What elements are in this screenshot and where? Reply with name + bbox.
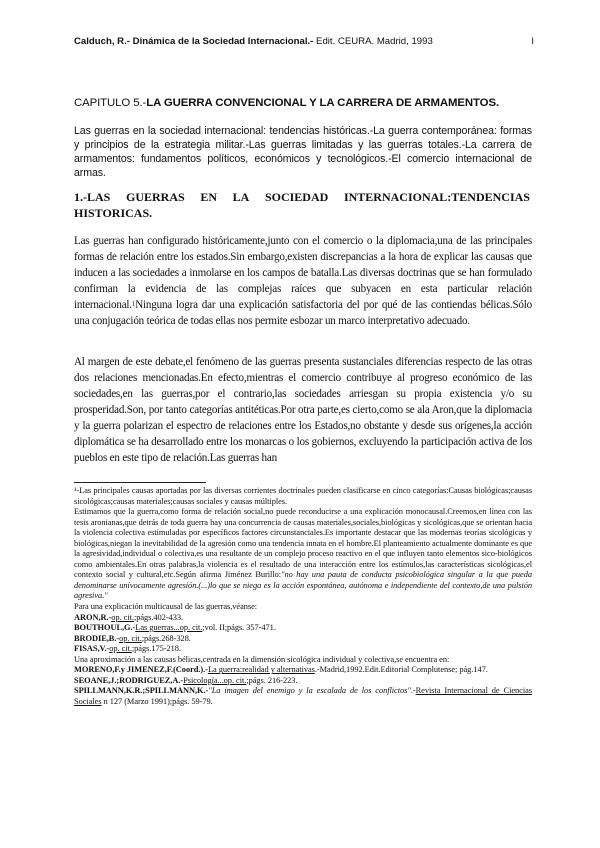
footnote-divider	[74, 482, 206, 483]
reference-link[interactable]: Las guerras...op. cit.	[135, 623, 203, 633]
chapter-heading	[74, 97, 544, 109]
reference-pages: ;vol. II;págs. 357-471.	[202, 623, 276, 633]
reference-author: BRODIE,B.-	[74, 633, 120, 643]
section-heading-line2: HISTORICAS.	[74, 206, 153, 220]
reference-pages: .-Madrid,1992.Edit.Editorial Complutense; pág.147.	[314, 665, 488, 675]
reference-item	[74, 613, 532, 624]
chapter-prefix: CAPITULO 5.-	[74, 97, 147, 109]
paragraph-1	[74, 233, 532, 329]
footnote-p4: Una aproximación a las causas bélicas,centrada en la dimensión sicológica individual y colectiva,se encuentra en:	[74, 654, 450, 664]
paragraph-1-text: Las guerras han configurado históricamente,junto con el comercio o la diplomacia,una de las principales formas de relación entre los estados.Sin embargo,existen discrepancias a la hora de explicar las causas que inducen a las sociedades a inmolarse en los campos de batalla.Las diversas doctrinas que se han formulado confirman la evidencia de las complejas raíces que subyacen en esta particular relación internacional.	[74, 235, 532, 312]
reference-author: SEOANE,J.;RODRIGUEZ,A.-	[74, 675, 184, 685]
section-word: GUERRAS	[125, 190, 185, 204]
header-title: Dinámica de la Sociedad Internacional.-	[129, 36, 314, 47]
section-word: SOCIEDAD	[264, 190, 329, 204]
reference-link[interactable]: op. cit.	[109, 644, 132, 654]
header-edition: Edit. CEURA. Madrid, 1993	[313, 36, 433, 47]
reference-pages: n 127 (Marzo 1991);págs. 59-79.	[101, 696, 213, 706]
reference-pages: ;págs. 216-223.	[246, 675, 298, 685]
footnote-p2-text: Estimamos que la guerra,como forma de relación social,no puede reconducirse a una explicación monocausal.Creemos,en línea con las tesis aronianas,que detrás de toda guerra hay una concurrencia de causas materiales,sociales,biológicas y sicológicas,que se orientan hacia la violencia colectiva estimuladas por específicos factores circunstanciales.Es importante destacar que las modernas teorías sicológicas y biológicas,niegan la inevitabilidad de la agresión como una tendencia innata en el hombre.El planteamiento actualmente dominante es que la agresividad,individual o colectiva,es una resultante de un complejo proceso reactivo en el que influyen tanto elementos sico-biológicos como ambientales.En otras palabras,la violencia es el resultado de una interacción entre los estímulos,las características sicológicas,el contexto social y cultural,etc.Según afirma Jiménez Burillo:	[74, 507, 532, 580]
reference-item	[74, 644, 532, 655]
page-number: I	[531, 36, 534, 47]
reference-item	[74, 676, 532, 687]
reference-pages: ;págs.402-433.	[133, 612, 184, 622]
paragraph-1-text-cont: Ninguna logra dar una explicación satisfactoria del por qué de las contiendas bélicas.Sólo una conjugación teórica de todas ellas nos permite esbozar un marco interpretativo adecuado.	[74, 299, 532, 328]
footnote-quote: "no hay una pauta de conducta psicobiológica singular a la que pueda denominarse unívocamente agresión.(...)lo que se niega es la acción espontánea, autónoma e independiente del contexto,de una pulsión agresiva."	[74, 570, 532, 601]
section-word: LA	[232, 190, 250, 204]
footnote-p2	[74, 507, 532, 602]
reference-item	[74, 623, 532, 634]
reference-link[interactable]: La guerra:realidad y alternativas	[207, 665, 315, 675]
reference-author: MORENO,F.y JIMENEZ,F.(Coord.).-	[74, 665, 208, 675]
section-word: INTERNACIONAL:TENDENCIAS	[343, 190, 530, 204]
chapter-abstract: Las guerras en la sociedad internacional: tendencias históricas.-La guerra contemporánea: formas y principios de la estrategia militar.-Las guerras limitadas y las guerras totales.-La carrera de armamentos: fundamentos políticos, económicos y tecnológicos.-El comercio internacional de armas.	[74, 125, 532, 179]
reference-author: FISAS,V.-	[74, 644, 110, 654]
page-header	[74, 36, 534, 47]
footnote-p1: ¹-Las principales causas aportadas por las diversas corrientes doctrinales pueden clasificarse en cinco categorías:Causas biológicas;causas sicológicas;causas materiales;causas sociales y causas múltiples.	[74, 486, 532, 506]
section-word: 1.-LAS	[74, 190, 111, 204]
section-heading	[74, 189, 530, 221]
reference-link[interactable]: op. cit.	[119, 633, 142, 643]
reference-author: BOUTHOUL,G.-	[74, 623, 136, 633]
reference-item	[74, 686, 532, 707]
reference-separator: .-	[410, 686, 416, 696]
reference-link[interactable]: Revista Internacional de Ciencias Sociales	[74, 686, 532, 706]
section-word: EN	[200, 190, 217, 204]
footnote-p3: Para una explicación multicausal de las guerras,véanse:	[74, 602, 258, 612]
reference-pages: ;págs.175-218.	[131, 644, 181, 654]
reference-article-title: "La imagen del enemigo y la escalada de los conflictos"	[208, 686, 411, 696]
reference-item	[74, 634, 532, 645]
reference-link[interactable]: op. cit.	[111, 612, 134, 622]
footnote-ref[interactable]: 1	[131, 300, 136, 309]
footnotes	[74, 486, 532, 707]
header-author: Calduch, R.-	[74, 36, 130, 47]
reference-author: ARON,R.-	[74, 612, 112, 622]
chapter-title: LA GUERRA CONVENCIONAL Y LA CARRERA DE ARMAMENTOS.	[146, 97, 500, 109]
paragraph-2: Al margen de este debate,el fenómeno de las guerras presenta sustanciales diferencias respecto de las otras dos relaciones mencionadas.En efecto,mientras el comercio contribuye al progreso económico de las sociedades,en las guerras,por el contrario,las sociedades arriesgan su propia existencia y/o su prosperidad.Son, por tanto categorías antitéticas.Por otra parte,es cierto,como se ala Aron,que la diplomacia y la guerra polarizan el espectro de relaciones entre los Estados,no obstante y desde sus orígenes,la acción diplomática se ha desarrollado entre los monarcas o los gobiernos, excluyendo la participación activa de los pueblos en este tipo de relación.Las guerras han	[74, 356, 532, 465]
reference-link[interactable]: Psicología...op. cit.	[183, 675, 247, 685]
reference-item	[74, 665, 532, 676]
reference-pages: ;págs.268-328.	[141, 633, 191, 643]
reference-author: SPILLMANN,K.R.;SPILLMANN,K.-	[74, 686, 209, 696]
